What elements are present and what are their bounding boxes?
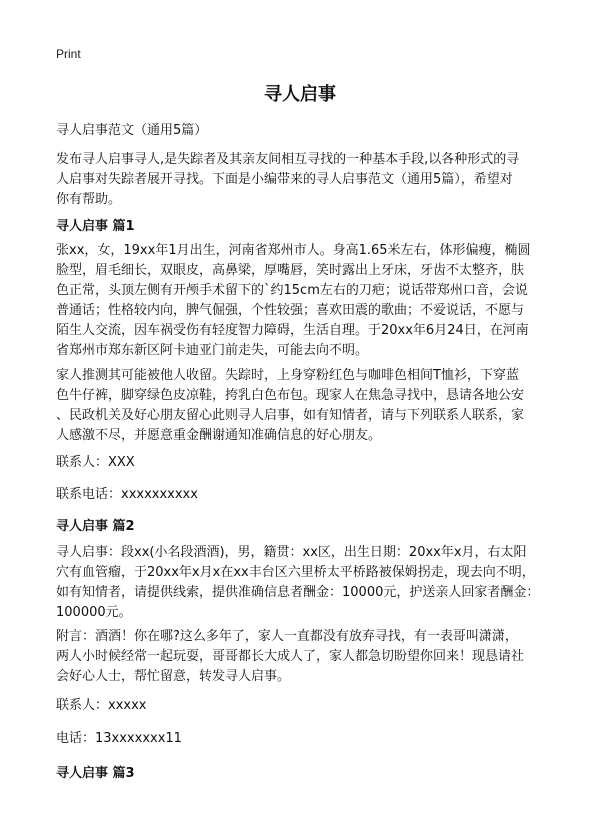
subtitle: 寻人启事范文（通用5篇） <box>56 123 208 138</box>
section-heading-1: 寻人启事 篇1 <box>56 219 135 234</box>
page-title: 寻人启事 <box>264 84 336 105</box>
intro-paragraph: 发布寻人启事寻人,是失踪者及其亲友间相互寻找的一种基本手段,以各种形式的寻 人启事对失踪者展开寻找。下面是小编带来的寻人启事范文（通用5篇），希望对 你有帮助。 <box>56 152 520 207</box>
section-1-paragraph-1: 张xx，女，19xx年1月出生，河南省郑州市人。身高1.65米左右，体形偏瘦，椭圆 脸型，眉毛细长，双眼皮，高鼻梁，厚嘴唇，笑时露出上牙床，牙齿不太整齐，肤 色正常，头顶左侧有开颅手术留下的`约15cm左右的刀疤；说话带郑州口音，会说 普通话；性格较内向，脾气倔强，个性较强；喜欢田震的歌曲；不爱说话，不愿与 陌生人交流，因车祸受伤有轻度智力障碍，生活自理。于20xx年6月24日，在河南 省郑州市郑东新区阿卡迪亚门前走失，可能去向不明。 <box>56 243 531 358</box>
print-label: Print <box>56 47 81 61</box>
section-heading-3: 寻人启事 篇3 <box>56 766 135 781</box>
section-2-paragraph-1: 寻人启事：段xx(小名段酒酒)，男，籍贯：xx区，出生日期：20xx年x月，右太阳 穴有血管瘤，于20xx年x月x在xx丰台区六里桥太平桥路被保姆拐走，现去向不明， 如有知情者，请提供线索，提供准确信息者酬金：10000元，护送亲人回家者酬金： 100000元。 <box>56 545 540 620</box>
section-1-paragraph-2: 家人推测其可能被他人收留。失踪时，上身穿粉红色与咖啡色相间T恤衫，下穿蓝 色牛仔裤，脚穿绿色皮凉鞋，挎乳白色布包。现家人在焦急寻找中，恳请各地公安 、民政机关及好心朋友留心此则寻人启事，如有知情者，请与下列联系人联系，家 人感激不尽，并愿意重金酬谢通知准确信息的好心朋友。 <box>56 368 525 443</box>
section-2-contact: 联系人：xxxxx <box>56 698 147 713</box>
section-2-paragraph-2: 附言：酒酒！你在哪?这么多年了，家人一直都没有放弃寻找，有一表哥叫潇潇， 两人小时候经常一起玩耍，哥哥都长大成人了，家人都急切盼望你回来！现恳请社 会好心人士，帮忙留意，转发寻人启事。 <box>56 629 525 684</box>
section-2-phone: 电话：13xxxxxxx11 <box>56 731 182 746</box>
section-1-contact: 联系人：XXX <box>56 455 135 470</box>
section-heading-2: 寻人启事 篇2 <box>56 519 135 534</box>
section-1-phone: 联系电话：xxxxxxxxxx <box>56 487 198 502</box>
